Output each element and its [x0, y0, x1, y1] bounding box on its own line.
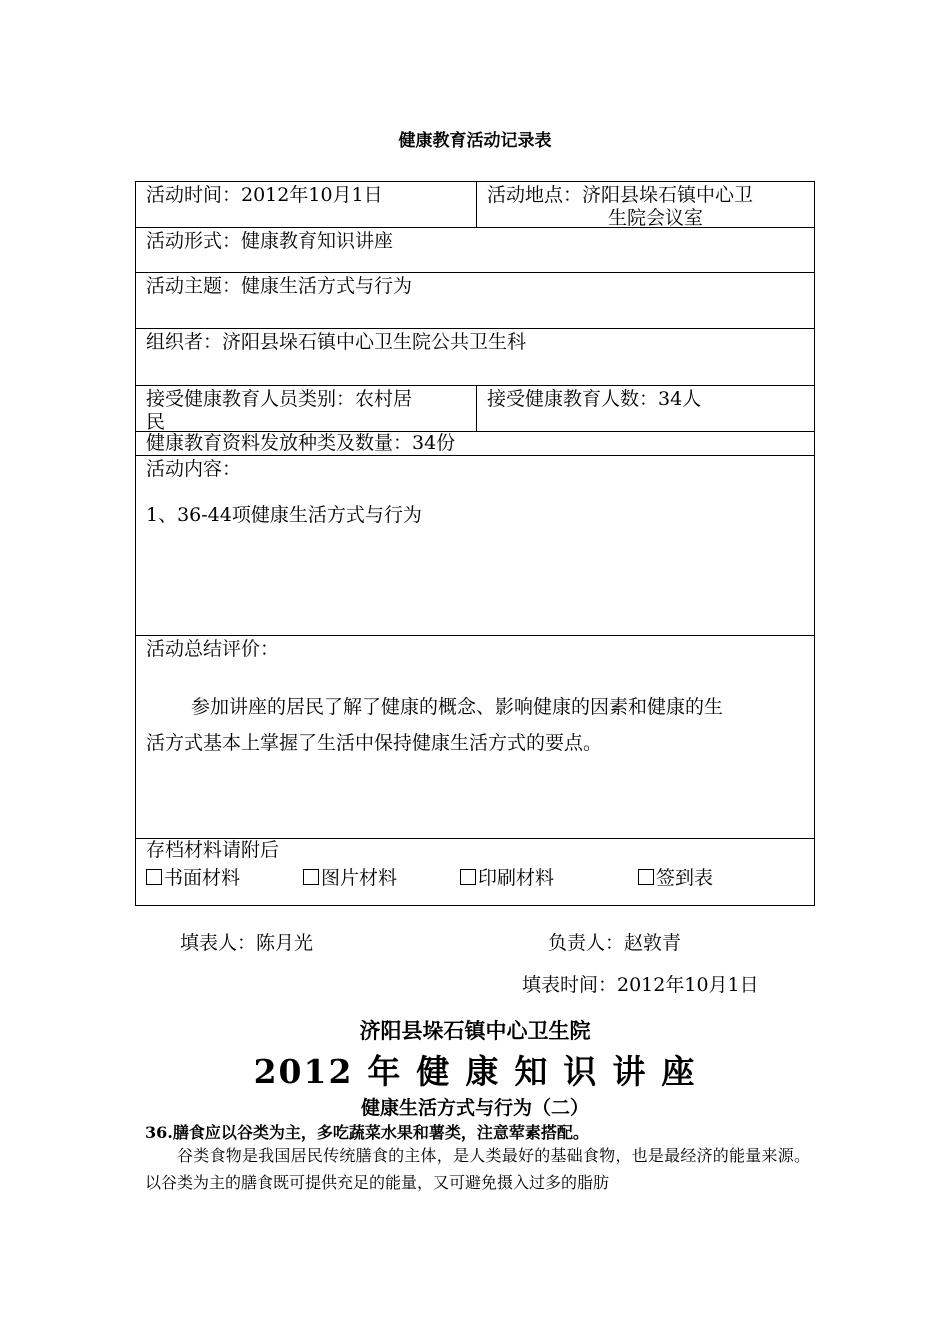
archive-option-pictures[interactable]: 图片材料	[303, 863, 397, 890]
audience-type	[136, 386, 476, 431]
checkbox-icon	[638, 869, 654, 885]
row-time-location	[136, 182, 814, 228]
lecture-title-word: 年	[367, 1052, 403, 1091]
archive-option-signin[interactable]: 签到表	[638, 863, 713, 890]
responsible-person: 负责人：赵敦青	[548, 932, 682, 954]
activity-theme: 活动主题：健康生活方式与行为	[146, 275, 413, 297]
audience-count: 接受健康教育人数：34人	[487, 388, 702, 410]
lecture-title	[0, 1046, 950, 1093]
archive-option-printed[interactable]: 印刷材料	[460, 863, 554, 890]
row-materials	[136, 432, 814, 456]
lecture-title-word: 知	[514, 1052, 550, 1091]
lecture-subtitle: 健康生活方式与行为（二）	[360, 1097, 589, 1119]
lecture-title-word: 识	[563, 1052, 599, 1091]
content-cell	[136, 456, 814, 635]
row-audience	[136, 386, 814, 432]
item-heading: 36.膳食应以谷类为主，多吃蔬菜水果和薯类，注意荤素搭配。	[145, 1123, 589, 1142]
summary-line2: 活方式基本上掌握了生活中保持健康生活方式的要点。	[146, 732, 603, 754]
row-archive	[136, 839, 814, 905]
filler-name: 填表人：陈月光	[180, 932, 314, 954]
hospital-name: 济阳县垛石镇中心卫生院	[359, 1018, 591, 1043]
summary-label: 活动总结评价：	[146, 638, 280, 660]
activity-record-table	[135, 181, 815, 906]
activity-location-line1: 活动地点：济阳县垛石镇中心卫	[487, 184, 754, 206]
row-content	[136, 456, 814, 636]
archive-label: 存档材料请附后	[146, 839, 280, 861]
activity-location	[477, 182, 815, 227]
lecture-title-word: 讲	[612, 1052, 648, 1091]
activity-location-line2: 生院会议室	[608, 207, 704, 229]
summary-line1: 参加讲座的居民了解了健康的概念、影响健康的因素和健康的生	[191, 696, 724, 718]
lecture-title-word: 座	[661, 1052, 697, 1091]
content-label: 活动内容：	[146, 458, 242, 480]
summary-cell	[136, 636, 814, 838]
lecture-title-word: 健	[416, 1052, 452, 1091]
lecture-title-word: 2012	[253, 1052, 354, 1091]
record-title: 健康教育活动记录表	[398, 131, 552, 151]
organizer: 组织者：济阳县垛石镇中心卫生院公共卫生科	[146, 331, 527, 353]
activity-form: 活动形式：健康教育知识讲座	[146, 230, 394, 252]
checkbox-icon	[460, 869, 476, 885]
item-body-text: 谷类食物是我国居民传统膳食的主体，是人类最好的基础食物，也是最经济的能量来源。以谷类为主的膳食既可提供充足的能量，又可避免摄入过多的脂肪	[145, 1146, 810, 1192]
row-organizer	[136, 329, 814, 386]
materials-distributed: 健康教育资料发放种类及数量：34份	[146, 432, 456, 454]
activity-time: 活动时间：2012年10月1日	[146, 184, 383, 206]
checkbox-icon	[303, 869, 319, 885]
audience-type-line1: 接受健康教育人员类别：农村居	[146, 388, 413, 410]
row-form	[136, 228, 814, 273]
row-theme	[136, 273, 814, 329]
archive-option-written[interactable]: 书面材料	[146, 863, 240, 890]
content-item: 1、36-44项健康生活方式与行为	[146, 504, 422, 526]
lecture-title-word: 康	[465, 1052, 501, 1091]
checkbox-icon	[146, 869, 162, 885]
audience-type-line2: 民	[146, 411, 166, 433]
row-summary	[136, 636, 814, 839]
fill-date: 填表时间：2012年10月1日	[522, 974, 759, 996]
